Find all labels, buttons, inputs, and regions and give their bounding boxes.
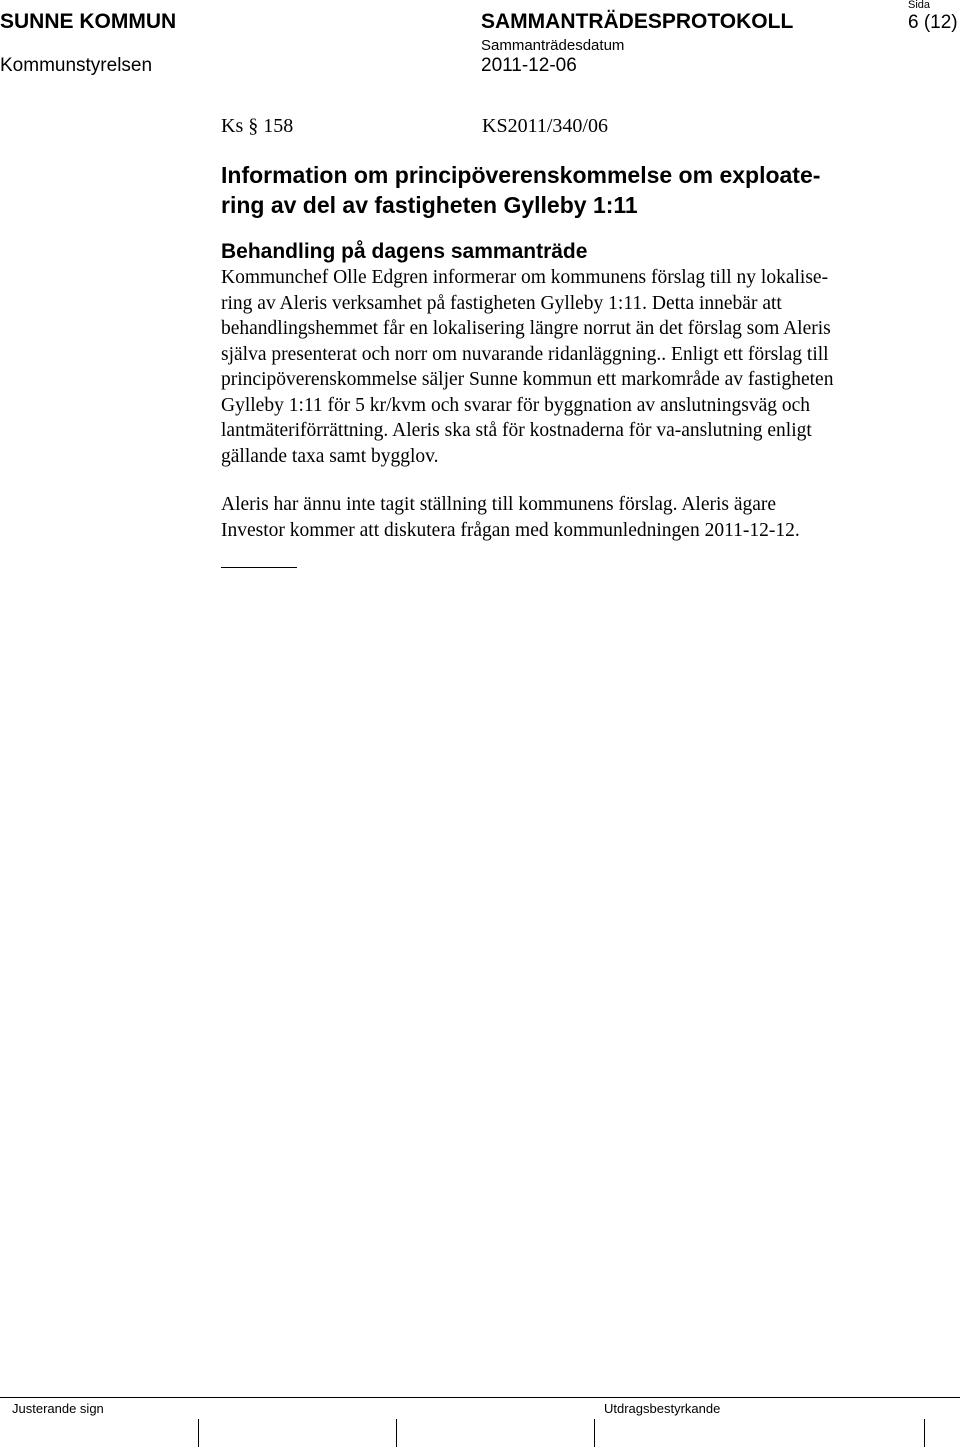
- paragraph-line: ring av Aleris verksamhet på fastigheten Gylleby 1:11. Detta innebär att: [221, 292, 782, 314]
- page-number: 6 (12): [908, 12, 958, 33]
- meeting-date: 2011-12-06: [481, 55, 577, 76]
- signature-box-divider: [396, 1419, 397, 1447]
- signature-box-divider: [594, 1419, 595, 1447]
- paragraph-line: Gylleby 1:11 för 5 kr/kvm och svarar för byggnation av anslutningsväg och: [221, 394, 811, 416]
- page-label: Sida: [908, 0, 931, 11]
- org-unit: Kommunstyrelsen: [0, 55, 153, 76]
- paragraph-line: Investor kommer att diskutera frågan med kommunledningen 2011-12-12.: [221, 519, 800, 541]
- meeting-date-label: Sammanträdesdatum: [481, 37, 625, 54]
- sign-label: Justerande sign: [12, 1401, 104, 1416]
- paragraph-line: gällande taxa samt bygglov.: [221, 445, 439, 467]
- case-number: Ks § 158: [221, 115, 294, 137]
- item-title: [221, 160, 901, 220]
- paragraph-line: Kommunchef Olle Edgren informerar om kommunens förslag till ny lokalise-: [221, 267, 829, 288]
- document-title: SAMMANTRÄDESPROTOKOLL: [481, 10, 794, 33]
- body-paragraph: [221, 492, 921, 543]
- footer-rule: [0, 1397, 960, 1398]
- extract-certification-label: Utdragsbestyrkande: [604, 1401, 721, 1416]
- case-reference: KS2011/340/06: [482, 115, 608, 137]
- org-name: SUNNE KOMMUN: [0, 10, 177, 33]
- item-title-line: Information om principöverenskommelse om exploate-: [221, 162, 821, 188]
- section-heading: Behandling på dagens sammanträde: [221, 240, 588, 263]
- paragraph-line: behandlingshemmet får en lokalisering längre norrut än det förslag som Aleris: [221, 318, 831, 339]
- paragraph-line: själva presenterat och norr om nuvarande ridanläggning.. Enligt ett förslag till: [221, 343, 829, 365]
- signature-box-divider: [198, 1419, 199, 1447]
- paragraph-line: lantmäteriförrättning. Aleris ska stå för kostnaderna för va-anslutning enligt: [221, 420, 812, 441]
- paragraph-line: Aleris har ännu inte tagit ställning till kommunens förslag. Aleris ägare: [221, 494, 777, 515]
- item-title-line: ring av del av fastigheten Gylleby 1:11: [221, 192, 638, 218]
- paragraph-line: principöverenskommelse säljer Sunne kommun ett markområde av fastigheten: [221, 369, 834, 390]
- section-end-rule: [221, 567, 297, 568]
- footer: [0, 1397, 960, 1447]
- body-paragraph: [221, 265, 921, 469]
- signature-box-divider: [924, 1419, 925, 1447]
